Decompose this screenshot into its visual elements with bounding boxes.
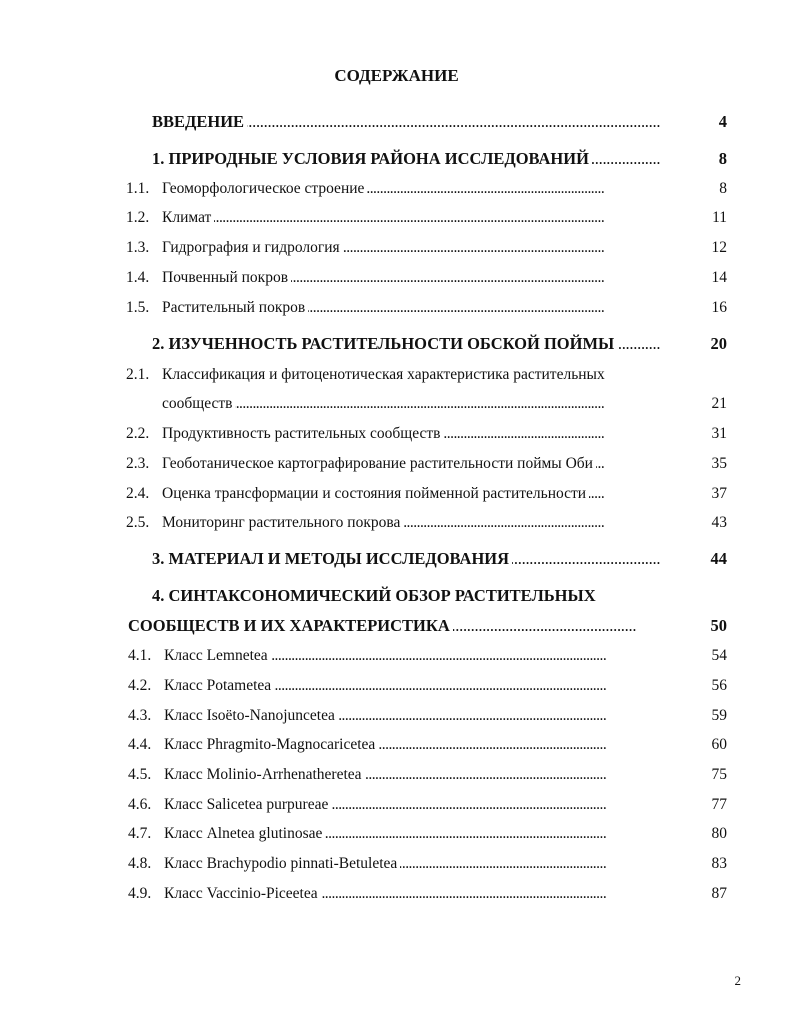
toc-entry-text: 1. ПРИРОДНЫЕ УСЛОВИЯ РАЙОНА ИССЛЕДОВАНИЙ [152,149,592,168]
toc-entry-number: 2.3. [126,455,150,472]
toc-entry-text: сообществ [162,395,235,412]
toc-entry-text: 4. СИНТАКСОНОМИЧЕСКИЙ ОБЗОР РАСТИТЕЛЬНЫХ [152,586,599,605]
toc-entry-text: Класс Lemnetea [164,647,271,664]
toc-entry-chapter-1[interactable] [0,147,793,171]
toc-entry-chapter-4-continued[interactable] [0,614,793,638]
toc-entry-page: 12 [711,239,727,256]
toc-entry-number: 1.2. [126,209,150,226]
toc-entry-4-3[interactable] [0,704,793,728]
toc-entry-text: Почвенный покров [162,269,291,286]
toc-entry-text: Классификация и фитоценотическая характеристика растительных [162,366,608,383]
toc-entry-number: 1.5. [126,299,150,316]
toc-entry-text: Гидрография и гидрология [162,239,343,256]
toc-entry-page: 4 [718,112,727,131]
toc-entry-page: 56 [711,677,727,694]
toc-entry-text: Класс Salicetea purpureae [164,796,331,813]
toc-entry-page: 16 [711,299,727,316]
toc-entry-page: 20 [710,334,727,353]
toc-entry-chapter-4[interactable] [0,584,793,608]
toc-entry-text: ВВЕДЕНИЕ [152,112,247,131]
toc-entry-text: СООБЩЕСТВ И ИХ ХАРАКТЕРИСТИКА [128,616,453,635]
toc-entry-page: 54 [711,647,727,664]
toc-entry-chapter-3[interactable] [0,547,793,571]
toc-entry-text: Оценка трансформации и состояния пойменной растительности [162,485,589,502]
toc-entry-number: 4.1. [128,647,152,664]
toc-entry-page: 21 [711,395,727,412]
toc-entry-text: 3. МАТЕРИАЛ И МЕТОДЫ ИССЛЕДОВАНИЯ [152,549,512,568]
toc-entry-page: 8 [719,180,727,197]
toc-entry-4-1[interactable] [0,644,793,668]
toc-entry-number: 1.3. [126,239,150,256]
toc-entry-1-2[interactable] [0,206,793,230]
toc-entry-page: 80 [711,825,727,842]
toc-entry-text: Класс Molinio-Arrhenatheretea [164,766,365,783]
toc-entry-number: 4.5. [128,766,152,783]
toc-entry-1-5[interactable] [0,296,793,320]
toc-entry-page: 75 [711,766,727,783]
toc-entry-text: Растительный покров [162,299,308,316]
toc-entry-number: 2.5. [126,514,150,531]
toc-entry-page: 87 [711,885,727,902]
toc-entry-number: 1.4. [126,269,150,286]
toc-entry-text: Геоботаническое картографирование растительности поймы Оби [162,455,596,472]
toc-entry-number: 2.2. [126,425,150,442]
toc-entry-page: 83 [711,855,727,872]
toc-entry-page: 8 [718,149,727,168]
toc-entry-number: 4.9. [128,885,152,902]
toc-entry-text: Класс Isoëto-Nanojuncetea [164,707,338,724]
toc-entry-text: Мониторинг растительного покрова [162,514,403,531]
toc-entry-number: 1.1. [126,180,150,197]
toc-entry-page: 50 [710,616,727,635]
toc-entry-number: 4.2. [128,677,152,694]
toc-entry-4-4[interactable] [0,733,793,757]
toc-entry-number: 4.4. [128,736,152,753]
toc-entry-page: 59 [711,707,727,724]
toc-entry-text: Продуктивность растительных сообществ [162,425,443,442]
toc-entry-page: 43 [711,514,727,531]
toc-entry-text: Класс Phragmito-Magnocaricetea [164,736,378,753]
toc-entry-number: 2.4. [126,485,150,502]
toc-entry-page: 44 [710,549,727,568]
toc-entry-1-1[interactable] [0,177,793,201]
toc-entry-4-8[interactable] [0,852,793,876]
toc-entry-number: 4.8. [128,855,152,872]
toc-entry-number: 4.6. [128,796,152,813]
toc-entry-page: 77 [711,796,727,813]
toc-entry-page: 35 [711,455,727,472]
toc-entry-introduction[interactable] [0,110,793,134]
toc-entry-text: Климат [162,209,214,226]
toc-entry-text: Класс Potametea [164,677,274,694]
toc-entry-4-9[interactable] [0,882,793,906]
toc-title: СОДЕРЖАНИЕ [334,66,459,85]
toc-entry-text: Класс Alnetea glutinosae [164,825,325,842]
toc-entry-4-6[interactable] [0,793,793,817]
toc-entry-2-5[interactable] [0,511,793,535]
toc-entry-2-3[interactable] [0,452,793,476]
toc-entry-1-3[interactable] [0,236,793,260]
toc-entry-4-5[interactable] [0,763,793,787]
toc-entry-2-4[interactable] [0,482,793,506]
toc-entry-text: Геоморфологическое строение [162,180,367,197]
toc-entry-page: 11 [712,209,727,226]
toc-entry-text: Класс Vaccinio-Piceetea [164,885,321,902]
toc-entry-page: 31 [711,425,727,442]
toc-entry-number: 4.7. [128,825,152,842]
toc-entry-2-1-continued[interactable] [0,392,793,416]
toc-entry-page: 14 [711,269,727,286]
toc-entry-2-2[interactable] [0,422,793,446]
toc-entry-number: 2.1. [126,366,150,383]
toc-entry-number: 4.3. [128,707,152,724]
toc-entry-text: 2. ИЗУЧЕННОСТЬ РАСТИТЕЛЬНОСТИ ОБСКОЙ ПОЙМЫ [152,334,617,353]
page-number: 2 [734,973,741,988]
toc-entry-page: 37 [711,485,727,502]
toc-entry-page: 60 [711,736,727,753]
toc-entry-1-4[interactable] [0,266,793,290]
toc-entry-4-2[interactable] [0,674,793,698]
toc-entry-4-7[interactable] [0,822,793,846]
toc-entry-2-1[interactable] [0,363,793,387]
toc-entry-chapter-2[interactable] [0,332,793,356]
toc-entry-text: Класс Brachypodio pinnati-Betuletea [164,855,400,872]
